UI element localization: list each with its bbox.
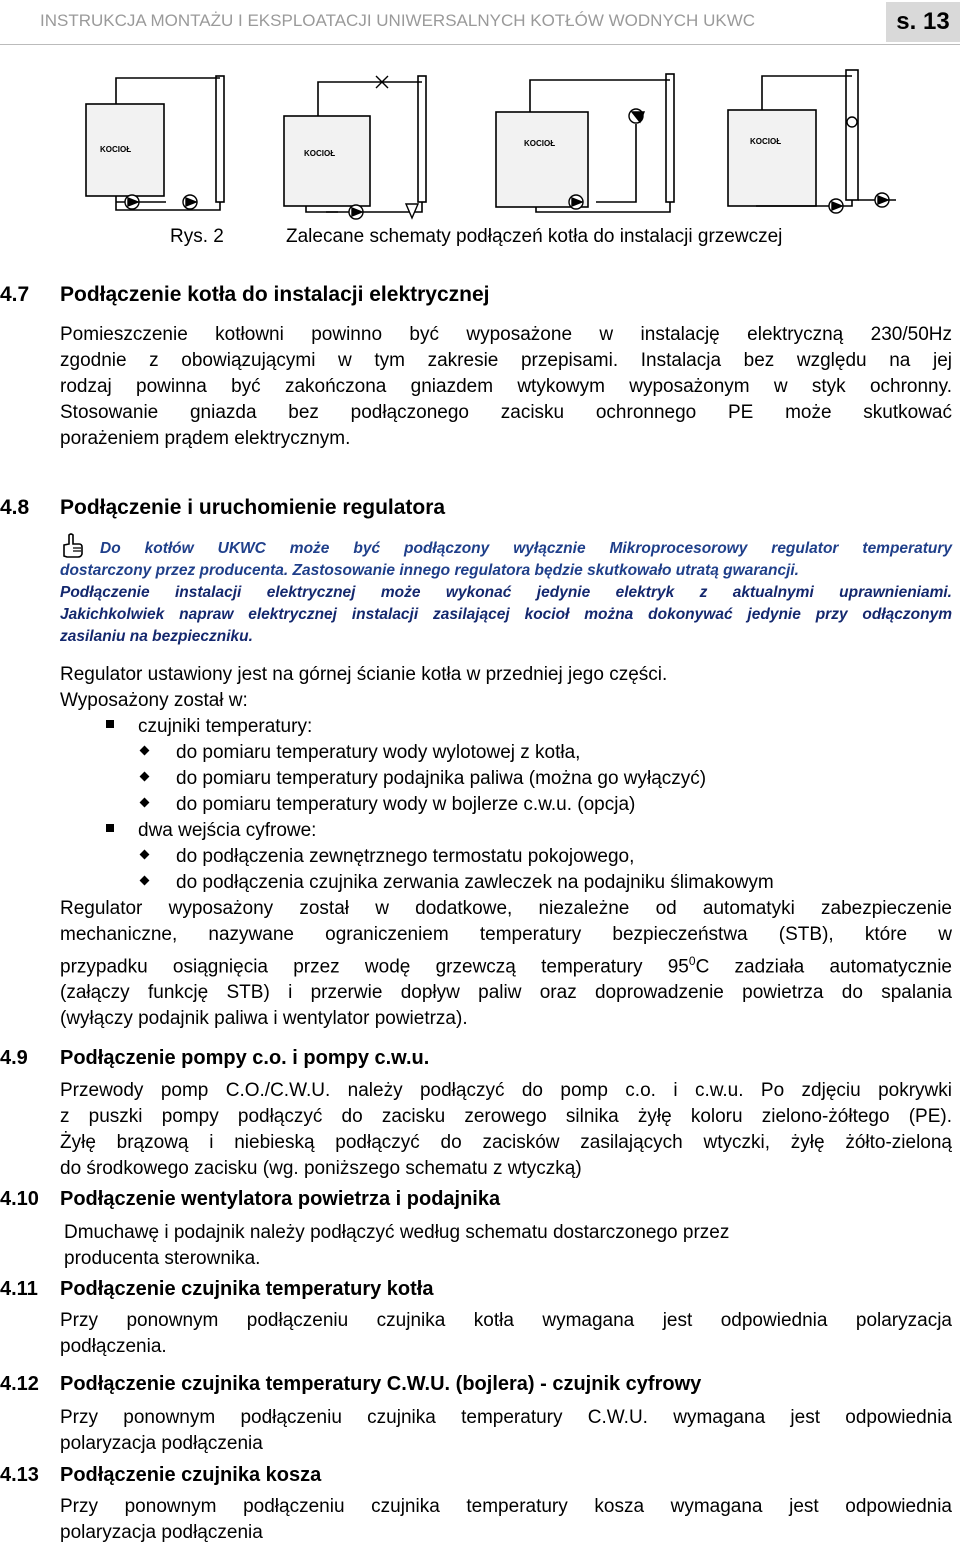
section-4-10-title: Podłączenie wentylatora powietrza i podajnika [60, 1188, 501, 1210]
figure-caption-number: Rys. 2 [170, 226, 224, 247]
boiler-label: KOCIOŁ [750, 137, 782, 146]
section-4-13-number: 4.13 [0, 1464, 39, 1486]
list-item: do pomiaru temperatury wody w bojlerze c.w.u. (opcja) [176, 794, 636, 815]
document-title: INSTRUKCJA MONTAŻU I EKSPLOATACJI UNIWERSALNYCH KOTŁÓW WODNYCH UKWC [40, 11, 756, 30]
radiator-2 [418, 76, 426, 202]
boiler-label: KOCIOŁ [524, 139, 556, 148]
diamond-bullet-icon [140, 850, 150, 860]
list-digital-inputs: dwa wejścia cyfrowe: [138, 820, 317, 841]
diamond-bullet-icon [140, 798, 150, 808]
radiator-1 [216, 76, 224, 202]
section-4-7-number: 4.7 [0, 283, 30, 306]
header-divider [0, 44, 960, 45]
section-4-12-body: Przy ponownym podłączeniu czujnika temperatury C.W.U. wymagana jest odpowiednia polaryzacja podłączenia [60, 1407, 952, 1454]
boiler-label: KOCIOŁ [100, 145, 132, 154]
section-4-8-title: Podłączenie i uruchomienie regulatora [60, 496, 446, 519]
square-bullet-icon [106, 720, 114, 728]
section-4-12-title: Podłączenie czujnika temperatury C.W.U. (bojlera) - czujnik cyfrowy [60, 1373, 702, 1395]
regulator-equipment-intro: Wyposażony został w: [60, 690, 248, 711]
stb-description: Regulator wyposażony został w dodatkowe, niezależne od automatyki zabezpieczenie mechaniczne, nazywane ograniczeniem temperatury bezpieczeństwa (STB), które w przypadku osiągnięcia przez wodę grzewczą temperatury $95^0C$ zadziała automatycznie (załączy funkcję STB) i przerwie dopływ paliw oraz doprowadzenie powietrza do spalania (wyłączy podajnik paliwa i wentylator powietrza). [60, 898, 952, 1030]
circulation-icon [847, 117, 857, 127]
boiler-4-body [728, 110, 816, 206]
diamond-bullet-icon [140, 876, 150, 886]
section-4-10-body: Dmuchawę i podajnik należy podłączyć według schematu dostarczonego przez producenta sterownika. [64, 1222, 730, 1269]
valve-icon [406, 204, 418, 218]
section-4-11-number: 4.11 [0, 1278, 38, 1300]
square-bullet-icon [106, 824, 114, 832]
boiler-3-body [496, 112, 588, 207]
section-4-13-body: Przy ponownym podłączeniu czujnika temperatury kosza wymagana jest odpowiednia polaryzacja podłączenia [60, 1496, 952, 1543]
page-header [0, 0, 960, 44]
heating-schematics-figure [56, 52, 904, 222]
figure-caption-text: Zalecane schematy podłączeń kotła do instalacji grzewczej [286, 226, 783, 247]
section-4-9-body: Przewody pomp C.O./C.W.U. należy podłączyć do pomp c.o. i c.w.u. Po zdjęciu pokrywki z puszki pompy podłączyć do zacisku zerowego silnika żyłę koloru zielono-żółtego (PE). Żyłę brązową i niebieską podłączyć do zacisków zasilających wtyczki, żyłę żółto-zieloną do środkowego zacisku (wg. poniższego schematu z wtyczką) [60, 1080, 952, 1179]
section-4-11-title: Podłączenie czujnika temperatury kotła [60, 1278, 434, 1300]
list-temperature-sensors: czujniki temperatury: [138, 716, 313, 737]
list-item: do pomiaru temperatury podajnika paliwa (można go wyłączyć) [176, 768, 707, 789]
boiler-label: KOCIOŁ [304, 149, 336, 158]
list-item: do podłączenia zewnętrznego termostatu pokojowego, [176, 846, 635, 867]
section-4-7-title: Podłączenie kotła do instalacji elektrycznej [60, 283, 490, 306]
section-4-10-number: 4.10 [0, 1188, 39, 1210]
boiler-2-body [284, 116, 370, 206]
diamond-bullet-icon [140, 772, 150, 782]
section-4-11-body: Przy ponownym podłączeniu czujnika kotła wymagana jest odpowiednia polaryzacja podłączenia. [60, 1310, 952, 1357]
page-number: s. 13 [886, 2, 960, 42]
diamond-bullet-icon [140, 746, 150, 756]
section-4-13-title: Podłączenie czujnika kosza [60, 1464, 322, 1486]
section-4-9-title: Podłączenie pompy c.o. i pompy c.w.u. [60, 1047, 430, 1069]
list-item: do podłączenia czujnika zerwania zawleczek na podajniku ślimakowym [176, 872, 774, 893]
section-4-7-body: Pomieszczenie kotłowni powinno być wyposażone w instalację elektryczną 230/50Hz zgodnie z obowiązującymi w tym zakresie przepisami. Instalacja bez względu na jej rodzaj powinna być zakończona gniazdem wtykowym wyposażonym w styk ochronny. Stosowanie gniazda bez podłączonego zacisku ochronnego PE może skutkować porażeniem prądem elektrycznym. [60, 324, 952, 449]
radiator-3 [666, 74, 674, 202]
list-item: do pomiaru temperatury wody wylotowej z kotła, [176, 742, 581, 763]
section-4-8-number: 4.8 [0, 496, 30, 519]
section-4-9-number: 4.9 [0, 1047, 28, 1069]
section-4-12-number: 4.12 [0, 1373, 39, 1395]
regulator-warning: Do kotłów UKWC może być podłączony wyłącznie Mikroprocesorowy regulator temperatury dostarczony przez producenta. Zastosowanie innego regulatora będzie skutkowało utratą gwarancji. Podłączenie instalacji elektrycznej może wykonać jedynie elektryk z aktualnymi uprawnieniami. Jakichkolwiek napraw elektrycznej instalacji zasilającej kocioł można dokonywać jedynie przy odłączonym zasilaniu na bezpieczniku. [60, 540, 952, 645]
regulator-location-text: Regulator ustawiony jest na górnej ścianie kotła w przedniej jego części. [60, 664, 668, 685]
radiator-4 [846, 70, 858, 200]
